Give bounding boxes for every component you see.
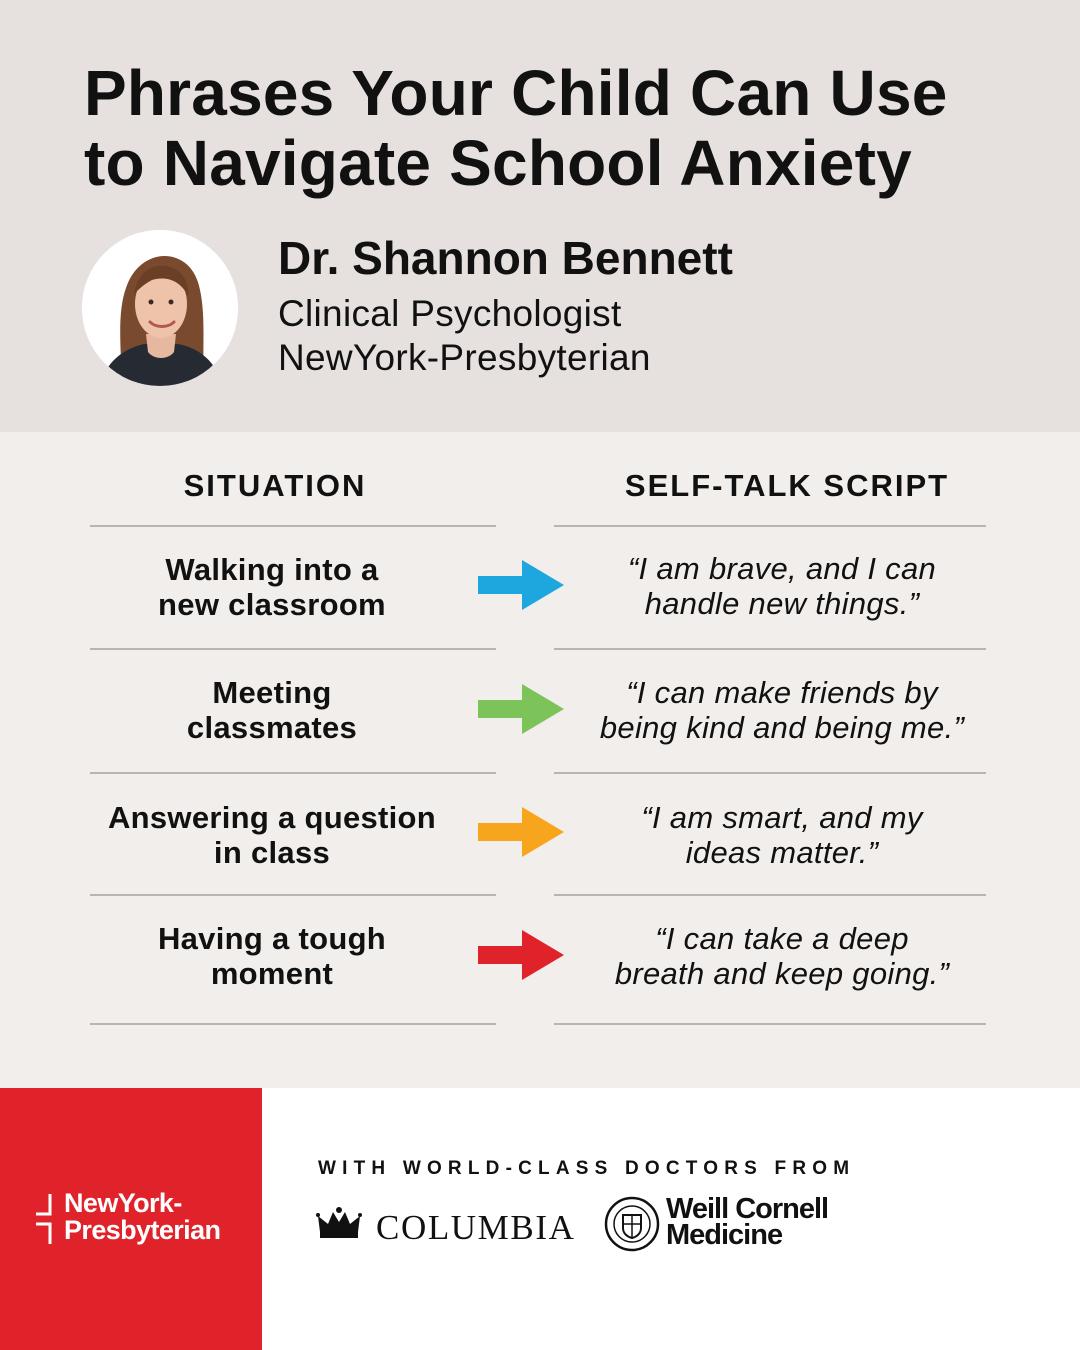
self-talk-cell: “I am smart, and my ideas matter.”	[641, 800, 923, 870]
weill-cornell-seal-icon	[604, 1196, 660, 1252]
divider	[554, 648, 986, 650]
partners-tagline: WITH WORLD-CLASS DOCTORS FROM	[318, 1158, 856, 1179]
arrow-right-icon	[478, 930, 564, 980]
divider	[554, 525, 986, 527]
doctor-role: Clinical Psychologist	[278, 293, 622, 334]
doctor-name: Dr. Shannon Bennett	[278, 232, 733, 284]
situation-cell: Answering a question in class	[107, 800, 437, 870]
arrow-right-icon	[478, 807, 564, 857]
arrow-shape	[478, 930, 564, 980]
divider	[90, 525, 496, 527]
doctor-organization: NewYork-Presbyterian	[278, 337, 651, 378]
column-header-situation: SITUATION	[183, 468, 367, 503]
doctor-avatar	[82, 230, 238, 386]
divider	[90, 894, 496, 896]
divider	[90, 772, 496, 774]
title-line: Phrases Your Child Can Use	[84, 57, 948, 129]
self-talk-cell: “I can make friends by being kind and being me.”	[599, 675, 965, 745]
self-talk-cell: “I am brave, and I can handle new things.”	[627, 551, 937, 621]
doctor-portrait-icon	[82, 230, 238, 386]
divider	[554, 772, 986, 774]
column-header-self-talk-script: SELF-TALK SCRIPT	[624, 468, 950, 503]
divider	[554, 1023, 986, 1025]
columbia-wordmark: COLUMBIA	[376, 1208, 576, 1247]
page-title	[84, 58, 1044, 198]
nyp-wordmark: NewYork- Presbyterian	[64, 1188, 221, 1245]
arrow-right-icon	[478, 684, 564, 734]
title-line: to Navigate School Anxiety	[84, 127, 912, 199]
situation-cell: Meeting classmates	[186, 675, 358, 745]
divider	[90, 1023, 496, 1025]
nyp-bracket-icon	[36, 1192, 58, 1248]
arrow-shape	[478, 807, 564, 857]
columbia-crown-icon	[316, 1206, 362, 1242]
divider	[554, 894, 986, 896]
situation-cell: Walking into a new classroom	[158, 552, 386, 622]
arrow-shape	[478, 560, 564, 610]
weill-cornell-wordmark: Weill Cornell Medicine	[666, 1193, 829, 1251]
self-talk-cell: “I can take a deep breath and keep going.”	[614, 921, 950, 991]
arrow-shape	[478, 684, 564, 734]
situation-cell: Having a tough moment	[157, 921, 387, 991]
arrow-right-icon	[478, 560, 564, 610]
divider	[90, 648, 496, 650]
